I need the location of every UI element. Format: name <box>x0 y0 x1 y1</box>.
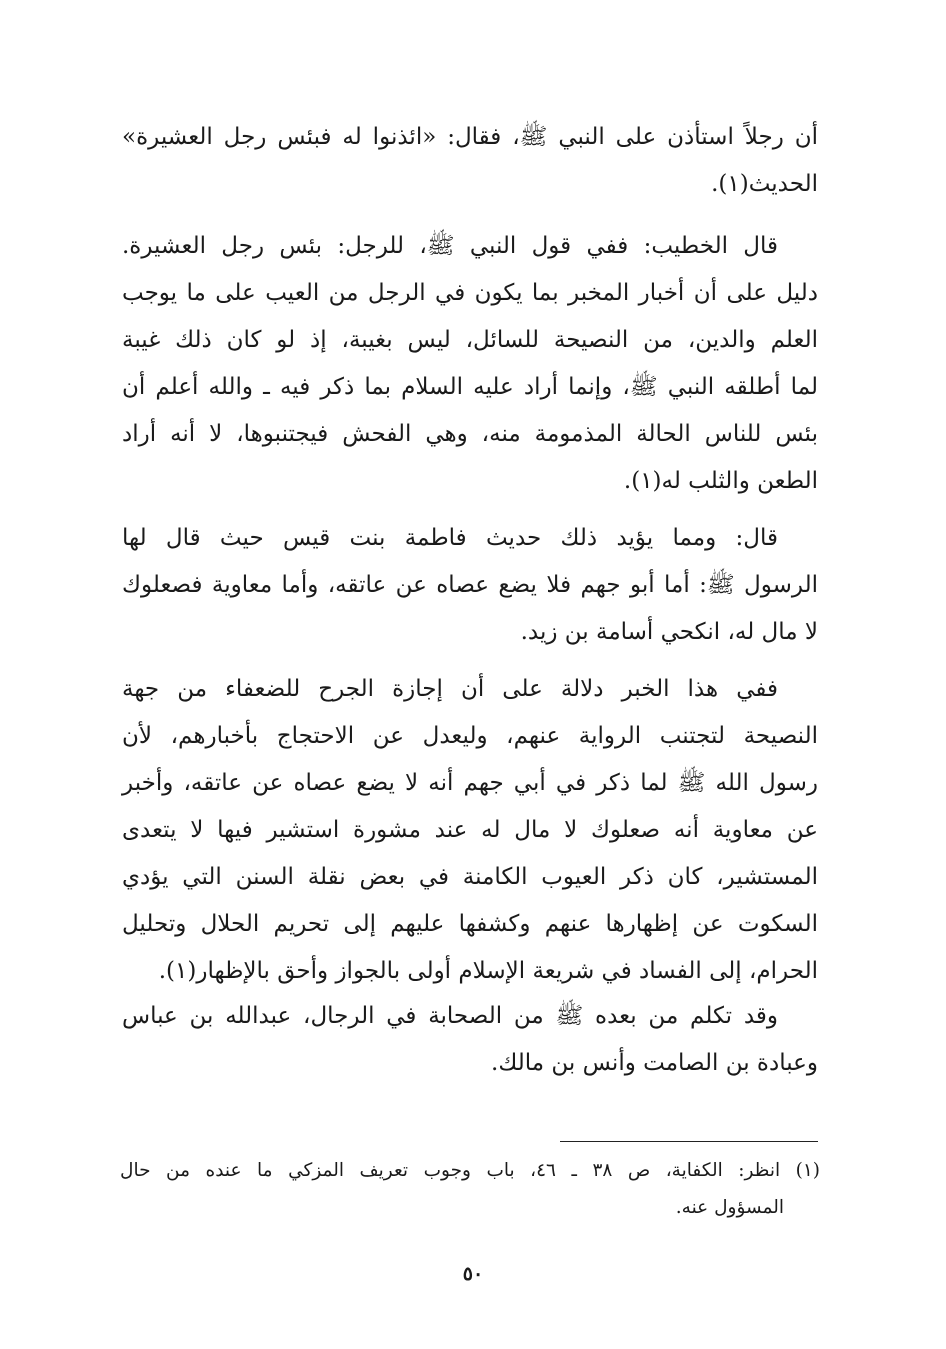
footnote-line: (١) انظر: الكفاية، ص ٣٨ ـ ٤٦، باب وجوب تعريف المزكي ما عنده من حال <box>120 1160 821 1181</box>
text-line: المستشير، كان ذكر العيوب الكامنة في بعض نقلة السنن التي يؤدي <box>122 864 818 890</box>
text-line: قال الخطيب: ففي قول النبي ﷺ، للرجل: بئس رجل العشيرة. <box>122 233 778 259</box>
text-line: الطعن والثلب له(١). <box>623 468 818 494</box>
paragraph-3 <box>122 515 818 656</box>
text-line: ففي هذا الخبر دلالة على أن إجازة الجرح للضعفاء من جهة <box>122 676 778 702</box>
text-line: وقد تكلم من بعده ﷺ من الصحابة في الرجال، عبدالله بن عباس <box>122 1003 778 1029</box>
text-line: لا مال له، انكحي أسامة بن زيد. <box>520 619 818 645</box>
footnote-line: المسؤول عنه. <box>675 1197 784 1218</box>
paragraph-2 <box>122 223 818 505</box>
text-line: الحرام، إلى الفساد في شريعة الإسلام أولى بالجواز وأحق بالإظهار(١). <box>158 958 818 984</box>
text-line: بئس للناس الحالة المذمومة منه، وهي الفحش فيجتنبوها، لا أنه أراد <box>122 421 818 447</box>
text-line: قال: ومما يؤيد ذلك حديث فاطمة بنت قيس حيث قال لها <box>122 525 778 551</box>
text-line: عن معاوية أنه صعلوك لا مال له عند مشورة استشير فيها لا يتعدى <box>122 817 818 843</box>
text-line: وعبادة بن الصامت وأنس بن مالك. <box>491 1050 818 1076</box>
paragraph-1 <box>122 114 818 208</box>
paragraph-5 <box>122 993 818 1087</box>
text-line: العلم والدين، من النصيحة للسائل، ليس بغيبة، إذ لو كان ذلك غيبة <box>122 327 818 353</box>
paragraph-4 <box>122 666 818 995</box>
page-number: ٥٠ <box>462 1263 484 1285</box>
footnote <box>120 1152 820 1226</box>
text-line: السكوت عن إظهارها عنهم وكشفها عليهم إلى تحريم الحلال وتحليل <box>122 911 818 937</box>
text-line: النصيحة لتجتنب الرواية عنهم، وليعدل عن الاحتجاج بأخبارهم، لأن <box>122 723 818 749</box>
text-line: أن رجلاً استأذن على النبي ﷺ، فقال: «ائذنوا له فبئس رجل العشيرة» <box>122 124 818 150</box>
text-line: لما أطلقه النبي ﷺ، وإنما أراد عليه السلام بما ذكر فيه ـ والله أعلم أن <box>122 374 818 400</box>
text-line: دليل على أن أخبار المخبر بما يكون في الرجل من العيب على ما يوجب <box>122 280 818 306</box>
text-line: الرسول ﷺ: أما أبو جهم فلا يضع عصاه عن عاتقه، وأما معاوية فصعلوك <box>122 572 818 598</box>
text-line: رسول الله ﷺ لما ذكر في أبي جهم أنه لا يضع عصاه عن عاتقه، وأخبر <box>122 770 818 796</box>
text-line: الحديث(١). <box>711 171 818 197</box>
footnote-divider <box>560 1141 818 1142</box>
